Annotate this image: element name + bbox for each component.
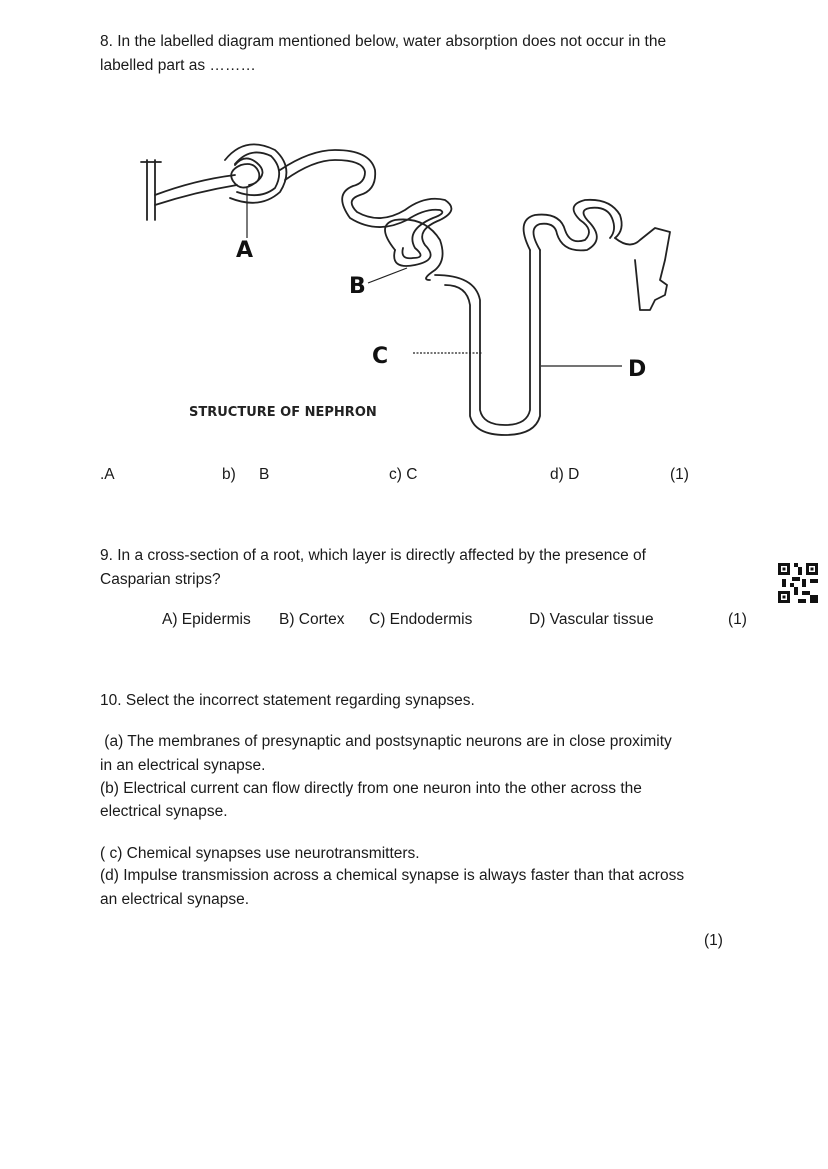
q8-option-b-prefix: b) <box>222 466 236 483</box>
nephron-diagram <box>95 120 695 450</box>
q10-option-b-line2: electrical synapse. <box>100 803 228 820</box>
q8-option-a: .A <box>100 466 115 483</box>
q9-option-c: C) Endodermis <box>369 611 473 628</box>
q8-option-c: c) C <box>389 466 418 483</box>
q9-text-line2: Casparian strips? <box>100 571 221 588</box>
tubule-b-region <box>385 219 443 280</box>
q10-option-a-line1: (a) The membranes of presynaptic and postsynaptic neurons are in close proximity <box>100 733 672 750</box>
q9-option-d: D) Vascular tissue <box>529 611 654 628</box>
q10-marks: (1) <box>704 932 723 949</box>
q10-option-d-line1: (d) Impulse transmission across a chemical synapse is always faster than that across <box>100 867 685 884</box>
q8-marks: (1) <box>670 466 689 483</box>
qr-code-icon <box>778 563 818 603</box>
q10-title: 10. Select the incorrect statement regarding synapses. <box>100 692 475 709</box>
loop-of-henle-outer <box>435 250 530 425</box>
q9-option-b: B) Cortex <box>279 611 345 628</box>
blood-vessel-left <box>141 160 161 220</box>
label-b: B <box>349 274 366 299</box>
nephron-svg <box>95 120 695 450</box>
q8-text-line1: 8. In the labelled diagram mentioned below, water absorption does not occur in the <box>100 33 667 50</box>
q10-option-c-line1: ( c) Chemical synapses use neurotransmitters. <box>100 845 420 862</box>
diagram-caption: STRUCTURE OF NEPHRON <box>189 405 377 420</box>
q8-option-d: d) D <box>550 466 580 483</box>
q8-text-line2: labelled part as ……… <box>100 57 256 74</box>
label-a: A <box>236 238 254 263</box>
q10-option-d-line2: an electrical synapse. <box>100 891 250 908</box>
q10-option-b-line1: (b) Electrical current can flow directly from one neuron into the other across the <box>100 780 642 797</box>
q8-option-b: B <box>259 466 270 483</box>
q9-marks: (1) <box>728 611 747 628</box>
label-line-b <box>368 268 407 283</box>
label-c: C <box>372 344 389 369</box>
collecting-duct <box>615 228 670 310</box>
label-d: D <box>628 357 647 382</box>
q9-text-line1: 9. In a cross-section of a root, which layer is directly affected by the presence of <box>100 547 646 564</box>
q9-option-a: A) Epidermis <box>162 611 251 628</box>
proximal-tubule-inner <box>285 160 442 258</box>
q10-option-a-line2: in an electrical synapse. <box>100 757 266 774</box>
afferent-arteriole <box>155 175 237 205</box>
